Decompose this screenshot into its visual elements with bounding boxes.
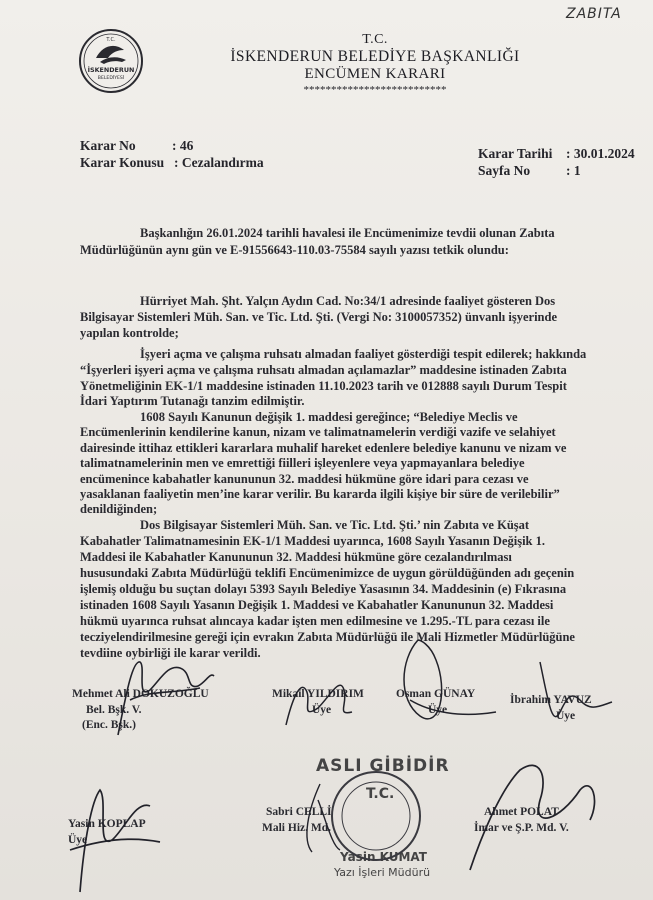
signer-1-title: Bel. Bşk. V. — [86, 704, 142, 716]
sayfa-no-value: : 1 — [566, 163, 581, 178]
signer-7-title: İmar ve Ş.P. Md. V. — [474, 822, 569, 834]
header-institution: İSKENDERUN BELEDİYE BAŞKANLIĞI — [230, 48, 520, 65]
signer-3-name: Osman GÜNAY — [396, 688, 476, 700]
signer-7-name: Ahmet POLAT — [484, 806, 559, 818]
karar-no-value: : 46 — [172, 138, 194, 153]
p5-line: işlemiş olduğu bu suçtan dolayı 5393 Sayılı Belediye Yasasının 34. Maddesinin (e) Fıkrasına — [80, 582, 567, 596]
p2-line: yapılan kontrolde; — [80, 326, 179, 340]
p3-line: Yönetmeliğinin EK-1/1 maddesine istinaden 11.10.2023 tarih ve 012888 sayılı Durum Tespit — [80, 379, 567, 393]
signer-5-title: Üye — [68, 834, 88, 846]
p5-line: tevdiine oybirliği ile karar verildi. — [80, 646, 261, 660]
signer-2-name: Mikail YILDIRIM — [272, 688, 364, 700]
signature-3 — [404, 640, 496, 719]
stamp-name: Yasin KUMAT — [340, 850, 427, 864]
signer-1-name: Mehmet Ali DOKUZOĞLU — [72, 688, 209, 700]
signature-1 — [118, 662, 214, 735]
logo-tc: T.C. — [106, 37, 116, 43]
p4-line: 1608 Sayılı Kanunun değişik 1. maddesi gereğince; “Belediye Meclis ve — [140, 410, 518, 424]
p3-line: İşyeri açma ve çalışma ruhsatı almadan faaliyet gösterdiği tespit edilerek; hakkında — [140, 347, 587, 361]
handwritten-note: ZABITA — [566, 6, 622, 22]
signature-5 — [70, 790, 160, 892]
karar-no-label: Karar No — [80, 138, 136, 153]
p4-line: yasaklanan faaliyetin men’ine karar verilir. Bu kararda ilgili kişiye bir süre de verilebilir” — [80, 487, 560, 501]
karar-tarihi-value: : 30.01.2024 — [566, 146, 635, 161]
p1-line: Müdürlüğünün aynı gün ve E-91556643-110.03-75584 sayılı yazısı tetkik olundu: — [80, 243, 509, 257]
p4-line: Encümenlerinin kendilerine kanun, nizam ve talimatnamelerin verdiği vazife ve selahiyet — [80, 425, 556, 439]
p5-line: Dos Bilgisayar Sistemleri Müh. San. ve Tic. Ltd. Şti.’ nin Zabıta ve Küşat — [140, 518, 530, 532]
official-seal — [332, 772, 420, 860]
logo-sub: BELEDİYESİ — [97, 76, 125, 81]
signer-4-title: Üye — [556, 710, 576, 722]
logo-name: İSKENDERUN — [87, 66, 135, 74]
karar-tarihi-label: Karar Tarihi — [478, 146, 553, 161]
p4-line: encümenince kabahatler kanununun 32. maddesi hükmüne göre idari para cezası ve — [80, 472, 529, 486]
p3-line: “İşyerleri işyeri açma ve çalışma ruhsatı almadan açılamazlar” maddesine istinaden Zabıta — [80, 363, 567, 377]
signer-6-title: Mali Hiz. Md. — [262, 822, 331, 834]
signer-2-title: Üye — [312, 704, 332, 716]
p5-line: Maddesi ile Kabahatler Kanununun 32. Maddesi hükmüne göre cezalandırılması — [80, 550, 512, 564]
p5-line: hususundaki Zabıta Müdürlüğü teklifi Encümenimizce de uygun görüldüğünden adı geçenin — [80, 566, 575, 580]
header-doc-title: ENCÜMEN KARARI — [304, 66, 446, 82]
stamp-asli-gibidir: ASLI GİBİDİR — [316, 756, 450, 776]
header-tc: T.C. — [362, 32, 388, 47]
p5-line: istinaden 1608 Sayılı Yasanın Değişik 1. Maddesi ve Kabahatler Kanununun 32. Maddesi — [80, 598, 554, 612]
karar-konusu-value: : Cezalandırma — [174, 155, 264, 170]
karar-konusu-label: Karar Konusu — [80, 155, 165, 170]
p5-line: Kabahatler Talimatnamesinin EK-1/1 Maddesi uyarınca, 1608 Sayılı Yasanın Değişik 1. — [80, 534, 546, 548]
stamp-tc: T.C. — [366, 786, 395, 802]
signature-6 — [307, 784, 340, 852]
signer-1-role: (Enc. Bşk.) — [82, 719, 136, 731]
signature-2 — [286, 685, 352, 725]
p4-line: denildiğinden; — [80, 502, 158, 516]
signature-7 — [470, 765, 595, 870]
p1-line: Başkanlığın 26.01.2024 tarihli havalesi ile Encümenimize tevdii olunan Zabıta — [140, 226, 555, 240]
signature-4 — [540, 662, 612, 717]
p5-line: hükmü uyarınca ruhsat alıncaya kadar işten men edilmesine ve 1.295.-TL para cezası ile — [80, 614, 550, 628]
signer-6-name: Sabri CELLİ — [266, 806, 332, 818]
sayfa-no-label: Sayfa No — [478, 163, 531, 178]
p3-line: İdari Yaptırım Tutanağı tanzim edilmiştir. — [80, 394, 305, 408]
p2-line: Bilgisayar Sistemleri Müh. San. ve Tic. Ltd. Şti. (Vergi No: 3100057352) ünvanlı işyerinde — [80, 310, 557, 324]
signer-3-title: Üye — [428, 704, 448, 716]
p4-line: dairesinde ittihaz ettikleri kararlara muhalif hareket edenlere belediye kanunu ve nizam ve — [80, 441, 567, 455]
p4-line: talimatnamelerinin men ve emrettiği fiilleri işleyenlere veya yapmayanlara belediye — [80, 456, 525, 470]
p2-line: Hürriyet Mah. Şht. Yalçın Aydın Cad. No:34/1 adresinde faaliyet gösteren Dos — [140, 294, 556, 308]
signer-4-name: İbrahim YAVUZ — [510, 694, 592, 706]
p5-line: tecziyelendirilmesine gereği için evrakın Zabıta Müdürlüğü ile Mali Hizmetler Müdürlüğüne — [80, 630, 575, 644]
stamp-title: Yazı İşleri Müdürü — [334, 866, 431, 879]
signer-5-name: Yasin KOPLAP — [68, 818, 146, 830]
header-stars: ************************** — [303, 84, 447, 96]
